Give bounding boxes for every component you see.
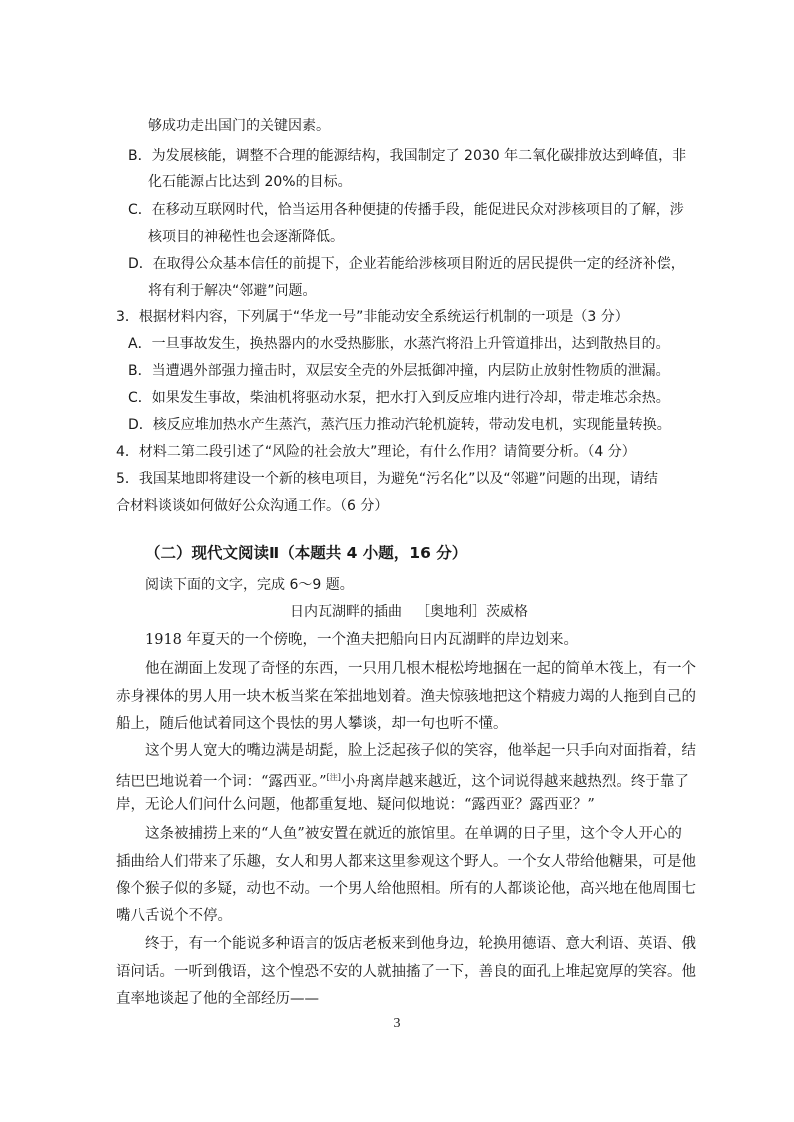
option-d-line-1: D．在取得公众基本信任的前提下，企业若能给涉核项目附近的居民提供一定的经济补偿， [128,256,685,272]
article-title-line [290,602,528,622]
question-3-option-a: A．一旦事故发生，换热器内的水受热膨胀，水蒸汽将沿上升管道排出，达到散热目的。 [128,336,670,352]
reading-instruction: 阅读下面的文字，完成 6～9 题。 [145,577,354,593]
story-paragraph-1: 1918 年夏天的一个傍晚，一个渔夫把船向日内瓦湖畔的岸边划来。 [145,632,579,648]
story-paragraph-2-line-2: 赤身裸体的男人用一块木板当桨在笨拙地划着。渔夫惊骇地把这个精疲力竭的人拖到自己的 [116,689,696,705]
footnote-marker: [注] [326,773,341,782]
story-paragraph-4-line-4: 嘴八舌说个不停。 [116,908,232,924]
question-5-line-2: 合材料谈谈如何做好公众沟通工作。（6 分） [116,498,389,514]
question-3-option-c: C．如果发生事故，柴油机将驱动水泵，把水打入到反应堆内进行冷却，带走堆芯余热。 [128,390,670,406]
article-author: ［奥地利］茨威格 [416,604,528,620]
option-a-continuation: 够成功走出国门的关键因素。 [148,118,330,134]
story-paragraph-5-line-3: 直率地谈起了他的全部经历—— [116,991,319,1007]
option-d-line-2: 将有利于解决“邻避”问题。 [148,283,317,299]
question-4: 4．材料二第二段引述了“风险的社会放大”理论，有什么作用？请简要分析。（4 分） [116,444,636,460]
story-paragraph-3-line-3: 岸，无论人们问什么问题，他都重复地、疑问似地说：“露西亚？露西亚？” [116,797,595,813]
page-number: 3 [393,1016,401,1031]
question-3-option-b: B．当遭遇外部强力撞击时，双层安全壳的外层抵御冲撞，内层防止放射性物质的泄漏。 [128,363,670,379]
option-c-line-1: C．在移动互联网时代，恰当运用各种便捷的传播手段，能促进民众对涉核项目的了解，涉 [128,202,684,218]
section-heading: （二）现代文阅读Ⅱ（本题共 4 小题，16 分） [145,544,468,562]
option-c-line-2: 核项目的神秘性也会逐渐降低。 [148,229,344,245]
story-paragraph-3-line-2 [116,768,689,792]
story-quote: 结巴巴地说着一个词：“露西亚。” [116,774,327,790]
story-paragraph-4-line-2: 插曲给人们带来了乐趣，女人和男人都来这里参观这个野人。一个女人带给他糖果，可是他 [116,854,696,870]
article-title: 日内瓦湖畔的插曲 [290,604,402,620]
story-text: 小舟离岸越来越近，这个词说得越来越热烈。终于靠了 [340,774,689,790]
story-paragraph-4-line-1: 这条被捕捞上来的“人鱼”被安置在就近的旅馆里。在单调的日子里，这个令人开心的 [145,826,682,842]
question-3-option-d: D．核反应堆加热水产生蒸汽，蒸汽压力推动汽轮机旋转，带动发电机，实现能量转换。 [128,417,671,433]
story-paragraph-2-line-3: 船上，随后他试着同这个畏怯的男人攀谈，却一句也听不懂。 [116,716,508,732]
story-paragraph-3-line-1: 这个男人宽大的嘴边满是胡髭，脸上泛起孩子似的笑容，他举起一只手向对面指着，结 [145,743,696,759]
option-b-line-1: B．为发展核能，调整不合理的能源结构，我国制定了 2030 年二氧化碳排放达到峰值，非 [128,148,687,164]
question-3-stem: 3．根据材料内容，下列属于“华龙一号”非能动安全系统运行机制的一项是（3 分） [116,309,629,325]
story-paragraph-4-line-3: 像个猴子似的多疑，动也不动。一个男人给他照相。所有的人都谈论他，高兴地在他周围七 [116,881,696,897]
option-b-line-2: 化石能源占比达到 20%的目标。 [148,174,352,190]
story-paragraph-2-line-1: 他在湖面上发现了奇怪的东西，一只用几根木棍松垮地捆在一起的简单木筏上，有一个 [145,661,696,677]
story-paragraph-5-line-2: 语问话。一听到俄语，这个惶恐不安的人就抽搐了一下，善良的面孔上堆起宽厚的笑容。他 [116,964,696,980]
story-paragraph-5-line-1: 终于，有一个能说多种语言的饭店老板来到他身边，轮换用德语、意大利语、英语、俄 [145,936,696,952]
question-5-line-1: 5．我国某地即将建设一个新的核电项目，为避免“污名化”以及“邻避”问题的出现，请结 [116,471,658,487]
